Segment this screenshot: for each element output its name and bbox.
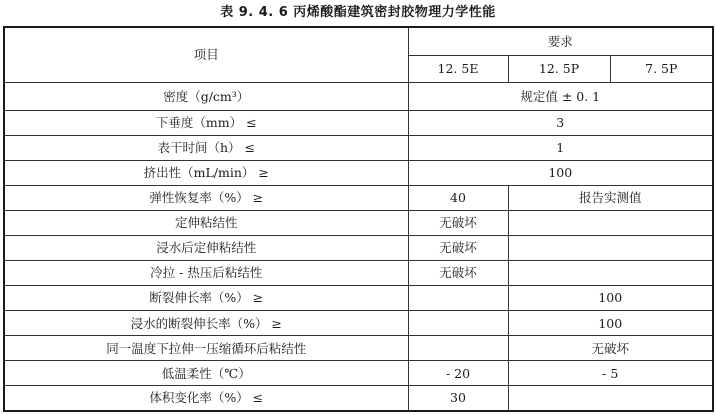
row-value: 1 <box>408 136 713 161</box>
table-row <box>4 261 713 286</box>
row-value-p <box>508 261 713 286</box>
table-row <box>4 236 713 261</box>
row-value-p: 报告实测值 <box>508 186 713 211</box>
table-row <box>4 161 713 186</box>
table-row <box>4 186 713 211</box>
table-row <box>4 336 713 361</box>
row-item: 体积变化率（%） ≤ <box>4 386 408 411</box>
row-value-p: 100 <box>508 311 713 336</box>
row-value-p <box>508 236 713 261</box>
row-value-p: 无破坏 <box>508 336 713 361</box>
row-value: 100 <box>408 161 713 186</box>
table-caption: 表 9. 4. 6 丙烯酸酯建筑密封胶物理力学性能 <box>220 5 496 20</box>
row-value-p: - 5 <box>508 361 713 386</box>
row-item: 弹性恢复率（%） ≥ <box>4 186 408 211</box>
row-item: 定伸粘结性 <box>4 211 408 236</box>
header-row <box>4 27 713 55</box>
row-item: 浸水的断裂伸长率（%） ≥ <box>4 311 408 336</box>
table-row <box>4 386 713 411</box>
properties-table <box>3 26 714 412</box>
grade-12-5e: 12. 5E <box>408 55 508 82</box>
row-value-12-5e: 40 <box>408 186 508 211</box>
row-item: 低温柔性（℃） <box>4 361 408 386</box>
row-value: 规定值 ± 0. 1 <box>408 82 713 110</box>
row-item: 断裂伸长率（%） ≥ <box>4 286 408 311</box>
row-value-p: 100 <box>508 286 713 311</box>
row-value: 3 <box>408 111 713 136</box>
row-item: 密度（g/cm³） <box>4 82 408 110</box>
row-item: 浸水后定伸粘结性 <box>4 236 408 261</box>
table-row <box>4 82 713 110</box>
table-row <box>4 311 713 336</box>
row-item: 冷拉 - 热压后粘结性 <box>4 261 408 286</box>
row-value-12-5e: 30 <box>408 386 508 411</box>
row-value-12-5e <box>408 286 508 311</box>
row-item: 同一温度下拉伸一压缩循环后粘结性 <box>4 336 408 361</box>
grade-7-5p: 7. 5P <box>610 55 713 82</box>
row-item: 下垂度（mm） ≤ <box>4 111 408 136</box>
row-value-12-5e: 无破坏 <box>408 236 508 261</box>
row-value-12-5e: - 20 <box>408 361 508 386</box>
row-value-p <box>508 211 713 236</box>
row-value-p <box>508 386 713 411</box>
row-value-12-5e: 无破坏 <box>408 211 508 236</box>
header-item: 项目 <box>4 27 408 82</box>
row-value-12-5e <box>408 311 508 336</box>
row-item: 表干时间（h） ≤ <box>4 136 408 161</box>
table-row <box>4 286 713 311</box>
table-row <box>4 211 713 236</box>
row-item: 挤出性（mL/min） ≥ <box>4 161 408 186</box>
grade-12-5p: 12. 5P <box>508 55 610 82</box>
table-row <box>4 111 713 136</box>
table-row <box>4 361 713 386</box>
row-value-12-5e <box>408 336 508 361</box>
row-value-12-5e: 无破坏 <box>408 261 508 286</box>
table-row <box>4 136 713 161</box>
header-requirement: 要求 <box>408 27 713 55</box>
